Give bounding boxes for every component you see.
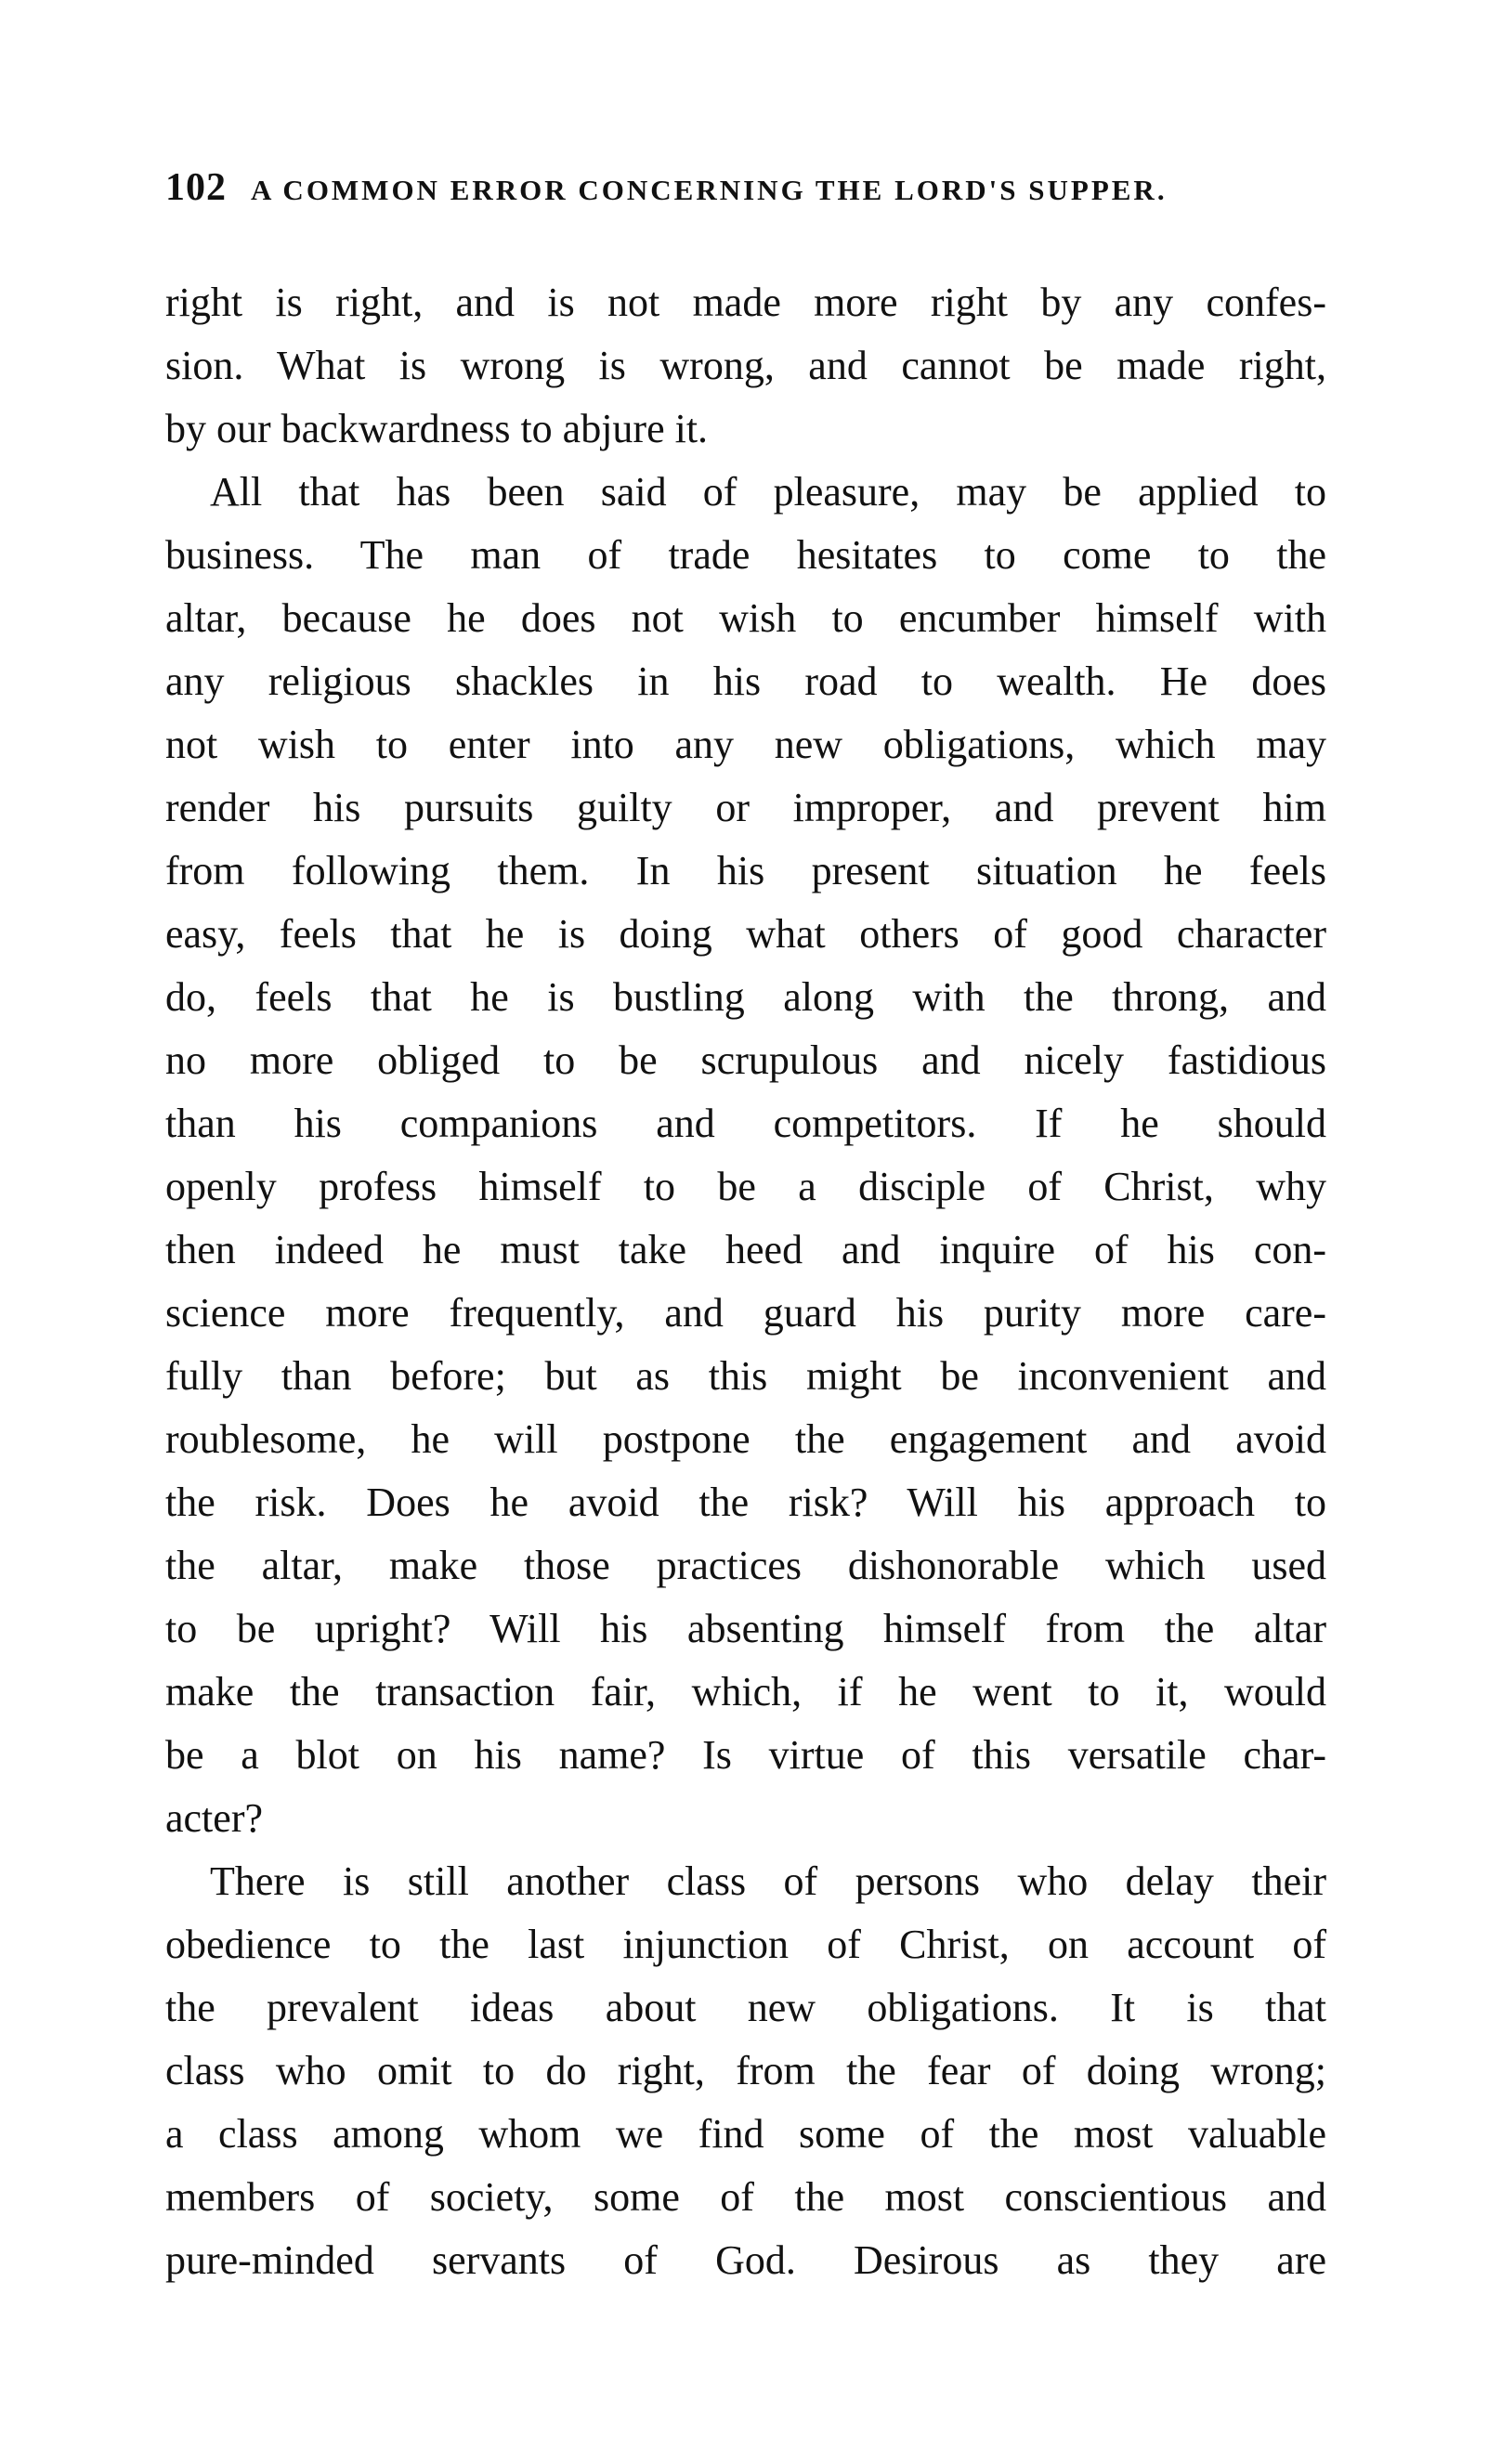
text-line: right is right, and is not made more right by any confes-	[165, 280, 1326, 325]
text-line: not wish to enter into any new obligations, which may	[165, 722, 1326, 767]
text-line: the prevalent ideas about new obligations. It is that	[165, 1985, 1326, 2030]
text-line: members of society, some of the most conscientious and	[165, 2174, 1326, 2220]
text-line: pure-minded servants of God. Desirous as they are	[165, 2237, 1326, 2283]
text-line: make the transaction fair, which, if he went to it, would	[165, 1669, 1326, 1714]
text-line: All that has been said of pleasure, may be applied to	[210, 469, 1326, 515]
text-line: be a blot on his name? Is virtue of this versatile char-	[165, 1732, 1326, 1778]
text-line: There is still another class of persons who delay their	[210, 1858, 1326, 1904]
text-line: do, feels that he is bustling along with the throng, and	[165, 974, 1326, 1020]
page-header	[165, 165, 1326, 221]
text-line: science more frequently, and guard his purity more care-	[165, 1290, 1326, 1336]
text-line: the risk. Does he avoid the risk? Will his approach to	[165, 1480, 1326, 1525]
text-line: than his companions and competitors. If he should	[165, 1101, 1326, 1146]
text-line: then indeed he must take heed and inquire of his con-	[165, 1227, 1326, 1272]
text-line: any religious shackles in his road to wealth. He does	[165, 658, 1326, 704]
text-line: acter?	[165, 1795, 263, 1841]
text-line: by our backwardness to abjure it.	[165, 406, 709, 451]
text-line: to be upright? Will his absenting himself from the altar	[165, 1606, 1326, 1651]
page-number: 102	[165, 166, 227, 209]
text-line: obedience to the last injunction of Christ, on account of	[165, 1922, 1326, 1967]
text-line: render his pursuits guilty or improper, and prevent him	[165, 785, 1326, 830]
text-line: easy, feels that he is doing what others of good character	[165, 911, 1326, 957]
text-line: from following them. In his present situation he feels	[165, 848, 1326, 893]
text-line: the altar, make those practices dishonorable which used	[165, 1543, 1326, 1588]
text-line: fully than before; but as this might be inconvenient and	[165, 1353, 1326, 1399]
text-line: class who omit to do right, from the fear of doing wrong;	[165, 2048, 1326, 2093]
text-line: no more obliged to be scrupulous and nicely fastidious	[165, 1037, 1326, 1083]
text-line: a class among whom we find some of the most valuable	[165, 2111, 1326, 2157]
text-line: altar, because he does not wish to encumber himself with	[165, 595, 1326, 641]
body-text	[165, 271, 1326, 2292]
text-line: roublesome, he will postpone the engagement and avoid	[165, 1416, 1326, 1462]
text-line: business. The man of trade hesitates to come to the	[165, 532, 1326, 578]
running-title: A COMMON ERROR CONCERNING THE LORD'S SUPPER.	[251, 174, 1168, 206]
text-line: sion. What is wrong is wrong, and cannot be made right,	[165, 343, 1326, 388]
text-line: openly profess himself to be a disciple of Christ, why	[165, 1164, 1326, 1209]
